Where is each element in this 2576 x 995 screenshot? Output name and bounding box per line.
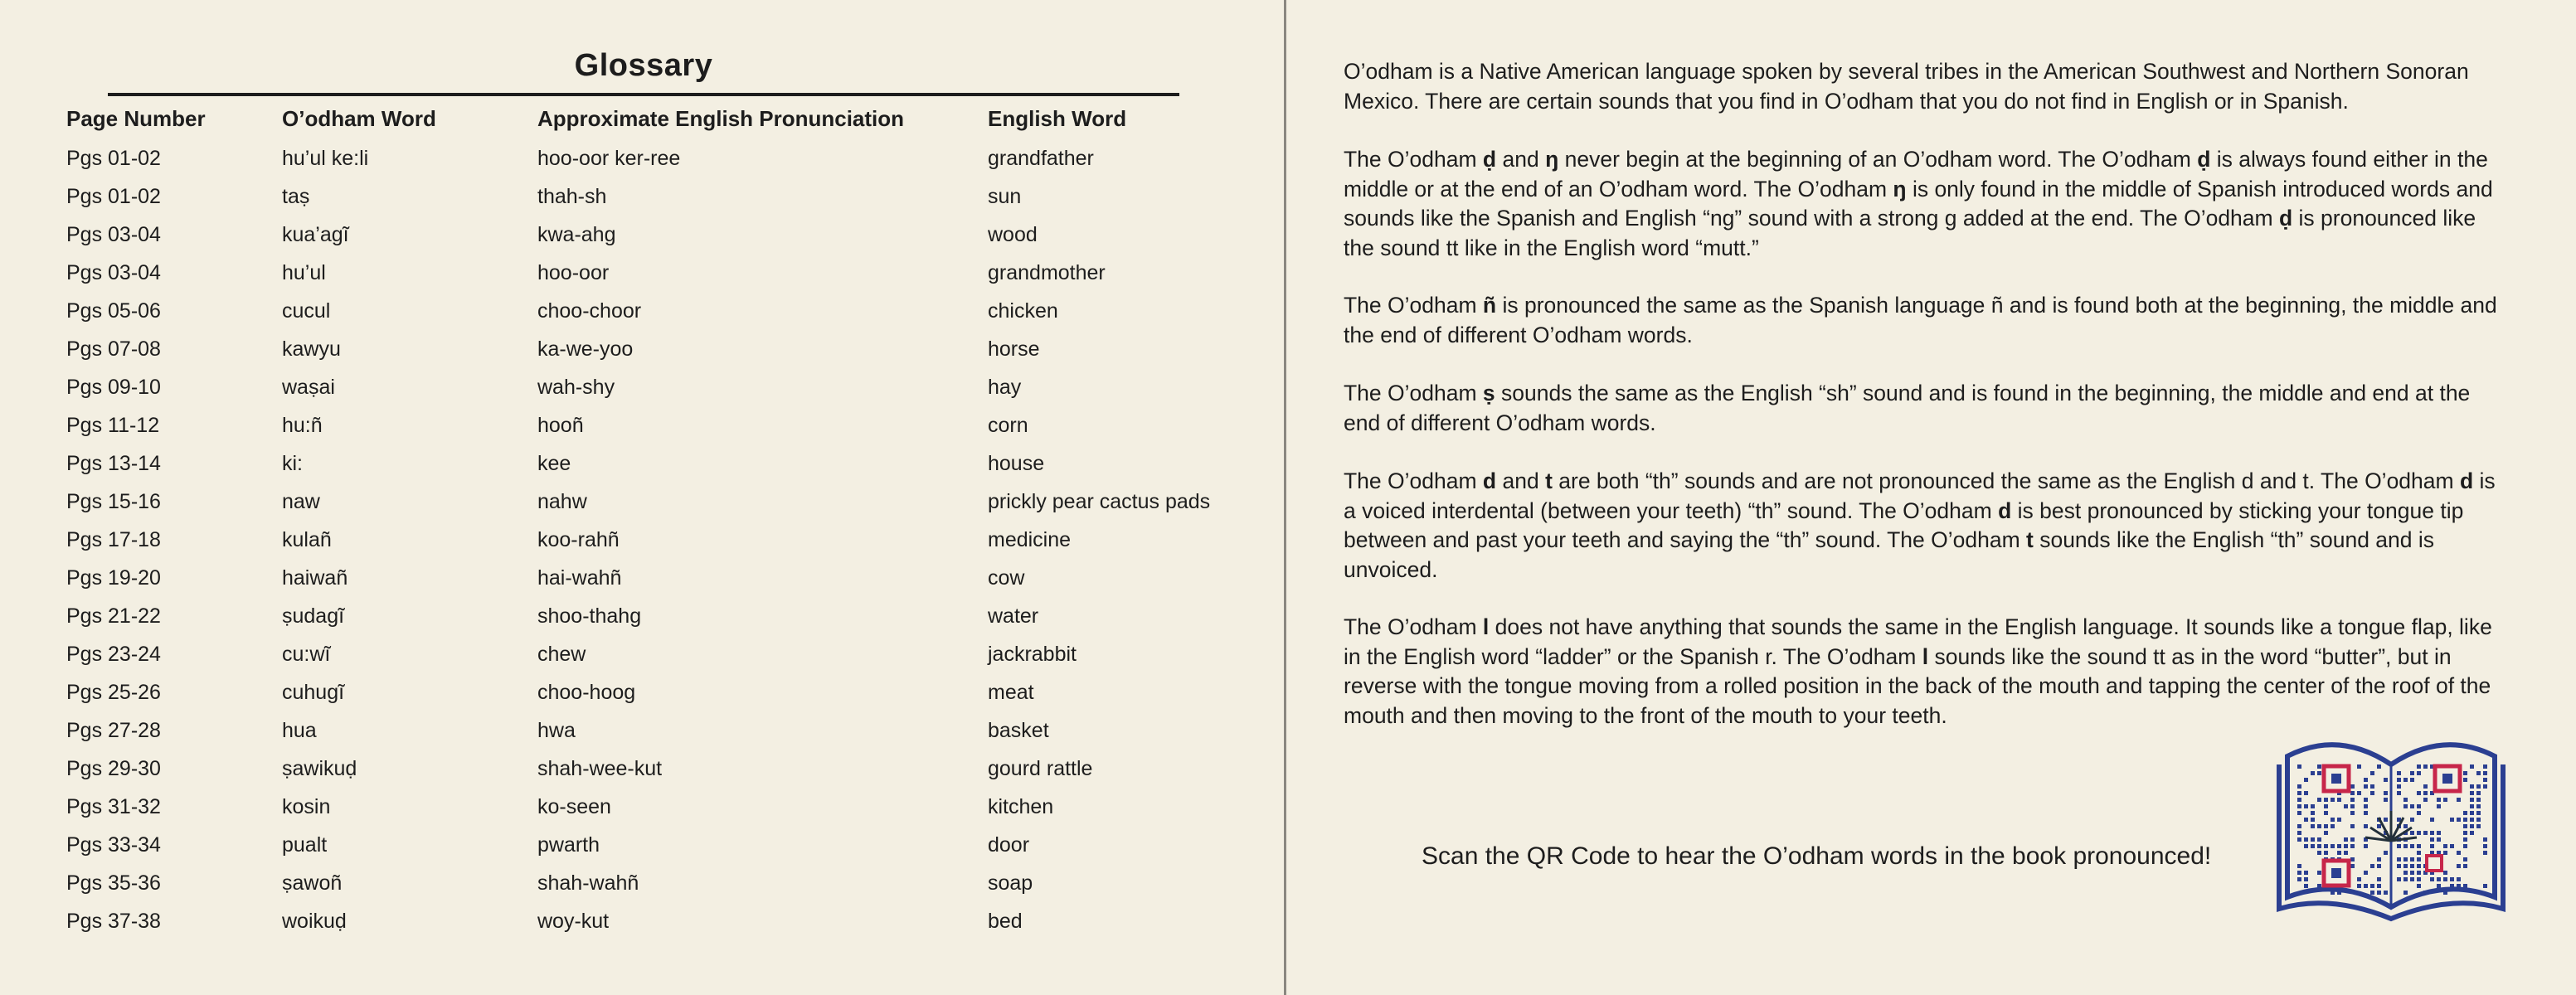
english-word-cell: hay: [988, 376, 1022, 399]
english-word-cell: door: [988, 833, 1030, 857]
letter-highlight: ñ: [1482, 293, 1497, 318]
letter-highlight: t: [2026, 527, 2034, 552]
page-number-cell: Pgs 31-32: [66, 795, 161, 818]
glossary-row: [0, 638, 1284, 676]
note-d-ng: [1344, 145, 2509, 263]
glossary-row: [0, 905, 1284, 943]
note-l: [1344, 613, 2509, 730]
note-text: is only found in the middle of Spanish introduced words and sounds like the Spanish and English “ng” sound with a strong g added at the end. The O’odham: [1344, 176, 2493, 231]
oodham-word-cell: hu:ñ: [282, 414, 323, 437]
glossary-row: [0, 828, 1284, 866]
pronunciation-cell: hoo-oor: [537, 261, 610, 284]
oodham-word-cell: cucul: [282, 299, 331, 323]
english-word-cell: grandmother: [988, 261, 1106, 284]
glossary-row: [0, 142, 1284, 180]
page-number-cell: Pgs 11-12: [66, 414, 160, 437]
pronunciation-cell: shah-wahñ: [537, 871, 639, 895]
page-number-cell: Pgs 33-34: [66, 833, 161, 857]
oodham-word-cell: kosin: [282, 795, 331, 818]
english-word-cell: basket: [988, 719, 1049, 742]
pronunciation-cell: ka-we-yoo: [537, 337, 634, 361]
note-text: is always found either in the middle or at the end of an O’odham word. The O’odham: [1344, 147, 2488, 201]
note-text: is pronounced like the sound tt like in the English word “mutt.”: [1344, 206, 2476, 260]
note-text: never begin at the beginning of an O’odham word. The O’odham: [1558, 147, 2198, 172]
note-text: The O’odham: [1344, 381, 1483, 405]
qr-code-book-icon[interactable]: [2272, 731, 2510, 937]
letter-highlight: ŋ: [1545, 147, 1559, 172]
letter-highlight: ḍ: [1482, 147, 1497, 172]
glossary-row: [0, 790, 1284, 828]
page-number-cell: Pgs 19-20: [66, 566, 161, 590]
english-word-cell: water: [988, 604, 1039, 628]
pronunciation-cell: hwa: [537, 719, 576, 742]
pronunciation-cell: ko-seen: [537, 795, 611, 818]
english-word-cell: wood: [988, 223, 1038, 246]
english-word-cell: grandfather: [988, 147, 1094, 170]
pronunciation-cell: pwarth: [537, 833, 600, 857]
glossary-row: [0, 180, 1284, 218]
page-number-cell: Pgs 27-28: [66, 719, 161, 742]
letter-highlight: l: [1922, 643, 1929, 669]
note-text: The O’odham: [1344, 468, 1483, 493]
glossary-row: [0, 866, 1284, 905]
english-word-cell: horse: [988, 337, 1040, 361]
oodham-word-cell: hu’ul ke:li: [282, 147, 369, 170]
pronunciation-cell: hai-wahñ: [537, 566, 622, 590]
glossary-row: [0, 332, 1284, 371]
intro-text: O’odham is a Native American language spoken by several tribes in the American Southwest and Northern Sonoran Mexico. There are certain sounds that you find in O’odham that you do not find in English or in Spanish.: [1344, 59, 2469, 114]
oodham-word-cell: naw: [282, 490, 320, 513]
page-number-cell: Pgs 35-36: [66, 871, 161, 895]
intro-paragraph: [1344, 57, 2509, 116]
header-english-word: English Word: [988, 106, 1127, 131]
note-text: The O’odham: [1344, 147, 1483, 172]
pronunciation-cell: wah-shy: [537, 376, 615, 399]
glossary-page: [0, 0, 1284, 995]
english-word-cell: bed: [988, 910, 1023, 933]
english-word-cell: kitchen: [988, 795, 1054, 818]
header-oodham-word: O’odham Word: [282, 106, 436, 131]
note-text: sounds like the English “th” sound and is unvoiced.: [1344, 527, 2435, 582]
glossary-row: [0, 371, 1284, 409]
glossary-row: [0, 409, 1284, 447]
letter-highlight: ṣ: [1482, 381, 1495, 405]
page-number-cell: Pgs 01-02: [66, 147, 161, 170]
english-word-cell: jackrabbit: [988, 643, 1077, 666]
english-word-cell: soap: [988, 871, 1033, 895]
note-text: are both “th” sounds and are not pronounced the same as the English d and t. The O’odham: [1552, 468, 2460, 493]
english-word-cell: corn: [988, 414, 1028, 437]
page-number-cell: Pgs 09-10: [66, 376, 161, 399]
note-text: does not have anything that sounds the same in the English language. It sounds like a tongue flap, like in the English word “ladder” or the Spanish r. The O’odham: [1344, 614, 2492, 669]
pronunciation-cell: shoo-thahg: [537, 604, 642, 628]
page-number-cell: Pgs 15-16: [66, 490, 161, 513]
oodham-word-cell: hu’ul: [282, 261, 326, 284]
pronunciation-cell: kwa-ahg: [537, 223, 616, 246]
glossary-row: [0, 447, 1284, 485]
glossary-row: [0, 256, 1284, 294]
note-text: is best pronounced by sticking your tongue tip between and past your teeth and saying the “th” sound. The O’odham: [1344, 498, 2464, 552]
page-number-cell: Pgs 13-14: [66, 452, 161, 475]
note-s-dot: [1344, 379, 2509, 438]
oodham-word-cell: haiwañ: [282, 566, 348, 590]
pronunciation-cell: choo-hoog: [537, 681, 636, 704]
pronunciation-cell: thah-sh: [537, 185, 607, 208]
page-number-cell: Pgs 05-06: [66, 299, 161, 323]
page-number-cell: Pgs 23-24: [66, 643, 161, 666]
pronunciation-cell: kee: [537, 452, 571, 475]
oodham-word-cell: ṣawoñ: [282, 871, 343, 895]
english-word-cell: medicine: [988, 528, 1072, 551]
pronunciation-cell: nahw: [537, 490, 587, 513]
page-number-cell: Pgs 21-22: [66, 604, 161, 628]
page-number-cell: Pgs 03-04: [66, 261, 161, 284]
page-number-cell: Pgs 37-38: [66, 910, 161, 933]
glossary-row: [0, 599, 1284, 638]
oodham-word-cell: pualt: [282, 833, 328, 857]
pronunciation-cell: woy-kut: [537, 910, 610, 933]
letter-highlight: ŋ: [1893, 176, 1907, 201]
header-page-number: Page Number: [66, 106, 206, 131]
header-pronunciation: Approximate English Pronunciation: [537, 106, 905, 131]
english-word-cell: prickly pear cactus pads: [988, 490, 1211, 513]
glossary-table: [0, 142, 1284, 943]
oodham-word-cell: waṣai: [282, 376, 335, 399]
pronunciation-cell: choo-choor: [537, 299, 642, 323]
note-text: The O’odham: [1344, 293, 1483, 318]
qr-caption: Scan the QR Code to hear the O’odham words in the book pronounced!: [1422, 842, 2212, 870]
title-underline: [108, 93, 1179, 96]
glossary-row: [0, 752, 1284, 790]
note-text: sounds like the sound tt as in the word “butter”, but in reverse with the tongue moving from a rolled position in the back of the mouth and tapping the center of the roof of the mouth and then moving to the front of the mouth to your teeth.: [1344, 643, 2491, 728]
english-word-cell: house: [988, 452, 1045, 475]
glossary-title: Glossary: [574, 48, 713, 83]
note-text: and: [1496, 147, 1546, 172]
page-number-cell: Pgs 03-04: [66, 223, 161, 246]
note-text: The O’odham: [1344, 614, 1483, 639]
english-word-cell: chicken: [988, 299, 1058, 323]
glossary-row: [0, 714, 1284, 752]
note-text: is pronounced the same as the Spanish language ñ and is found both at the beginning, the middle and the end of different O’odham words.: [1344, 293, 2497, 347]
pronunciation-cell: chew: [537, 643, 586, 666]
pronunciation-cell: hooñ: [537, 414, 584, 437]
oodham-word-cell: woikuḍ: [282, 910, 347, 933]
oodham-word-cell: cu:wĩ: [282, 643, 331, 666]
page-gutter-divider: [1284, 0, 1286, 995]
oodham-word-cell: ki:: [282, 452, 303, 475]
glossary-row: [0, 561, 1284, 599]
letter-highlight: d: [1482, 468, 1497, 493]
oodham-word-cell: ṣudagĩ: [282, 604, 345, 628]
glossary-row: [0, 218, 1284, 256]
note-text: is a voiced interdental (between your teeth) “th” sound. The O’odham: [1344, 468, 2496, 523]
english-word-cell: sun: [988, 185, 1022, 208]
pronunciation-cell: hoo-oor ker-ree: [537, 147, 681, 170]
note-text: sounds the same as the English “sh” sound and is found in the beginning, the middle and end at the end of different O’odham words.: [1344, 381, 2471, 435]
note-d-t: [1344, 467, 2509, 585]
letter-highlight: d: [1998, 498, 2012, 523]
letter-highlight: t: [1545, 468, 1553, 493]
oodham-word-cell: hua: [282, 719, 317, 742]
oodham-word-cell: taṣ: [282, 185, 310, 208]
page-number-cell: Pgs 07-08: [66, 337, 161, 361]
oodham-word-cell: cuhugĩ: [282, 681, 345, 704]
pronunciation-cell: shah-wee-kut: [537, 757, 663, 780]
oodham-word-cell: kawyu: [282, 337, 341, 361]
letter-highlight: d: [2459, 468, 2474, 493]
english-word-cell: meat: [988, 681, 1034, 704]
pronunciation-cell: koo-rahñ: [537, 528, 620, 551]
glossary-row: [0, 523, 1284, 561]
glossary-row: [0, 676, 1284, 714]
oodham-word-cell: kua’agĩ: [282, 223, 349, 246]
note-n-tilde: [1344, 291, 2509, 350]
page-number-cell: Pgs 01-02: [66, 185, 161, 208]
oodham-word-cell: ṣawikuḍ: [282, 757, 357, 780]
english-word-cell: gourd rattle: [988, 757, 1093, 780]
glossary-row: [0, 485, 1284, 523]
oodham-word-cell: kulañ: [282, 528, 332, 551]
page-number-cell: Pgs 17-18: [66, 528, 161, 551]
letter-highlight: l: [1482, 614, 1490, 639]
glossary-row: [0, 294, 1284, 332]
letter-highlight: ḍ: [2197, 147, 2211, 172]
english-word-cell: cow: [988, 566, 1025, 590]
note-text: and: [1496, 468, 1546, 493]
letter-highlight: ḍ: [2278, 206, 2293, 231]
page-number-cell: Pgs 29-30: [66, 757, 161, 780]
page-number-cell: Pgs 25-26: [66, 681, 161, 704]
